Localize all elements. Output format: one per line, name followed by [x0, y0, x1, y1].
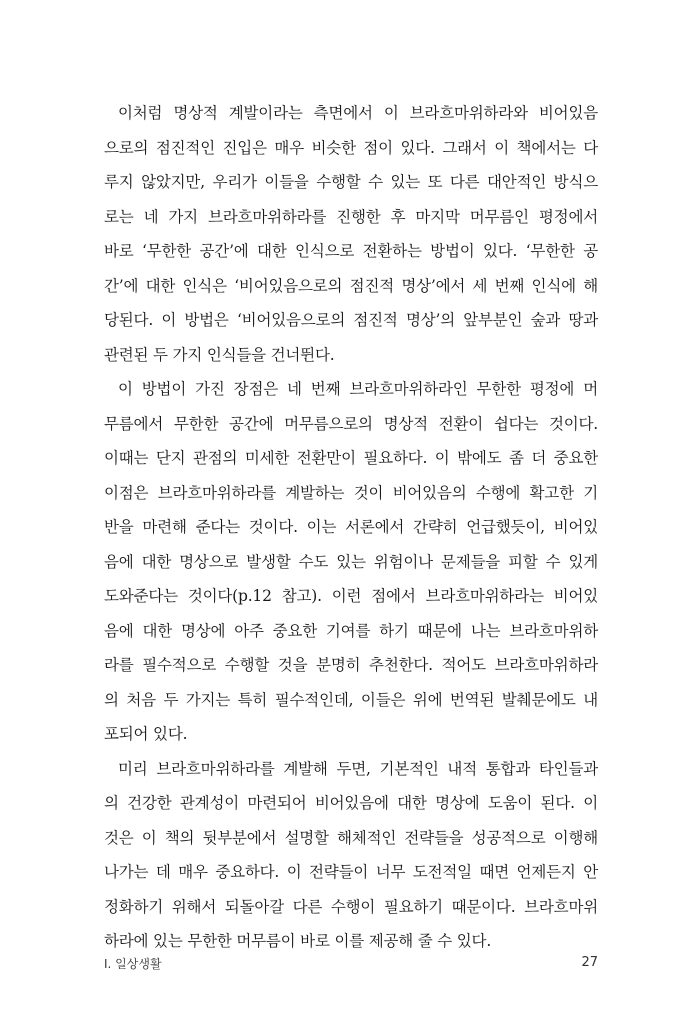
paragraph-line: 이때는 단지 관점의 미세한 전환만이 필요하다. 이 밖에도 좀 더 중요한	[104, 449, 598, 467]
paragraph-line: 무름에서 무한한 공간에 머무름으로의 명상적 전환이 쉽다는 것이다.	[104, 414, 598, 433]
paragraph-line: 음에 대한 명상으로 발생할 수도 있는 위험이나 문제들을 피할 수 있게	[104, 552, 598, 571]
paragraph-line: 미리 브라흐마위하라를 계발해 두면, 기본적인 내적 통합과 타인들과	[118, 759, 598, 778]
paragraph-line: 의 처음 두 가지는 특히 필수적인데, 이들은 위에 번역된 발췌문에도 내	[104, 690, 598, 709]
paragraph-line: 나가는 데 매우 중요하다. 이 전략들이 너무 도전적일 때면 언제든지 안	[104, 863, 598, 881]
page-number: 27	[581, 955, 598, 970]
paragraph-line: 도와준다는 것이다(p.12 참고). 이런 점에서 브라흐마위하라는 비어있	[104, 587, 598, 605]
paragraph-line: 이 방법이 가진 장점은 네 번째 브라흐마위하라인 무한한 평정에 머	[118, 380, 598, 398]
paragraph-line: 정화하기 위해서 되돌아갈 다른 수행이 필요하기 때문이다. 브라흐마위	[104, 897, 598, 916]
paragraph-line: 이처럼 명상적 계발이라는 측면에서 이 브라흐마위하라와 비어있음	[118, 104, 598, 122]
paragraph-line: 로는 네 가지 브라흐마위하라를 진행한 후 마지막 머무름인 평정에서	[104, 207, 598, 226]
paragraph-line: 하라에 있는 무한한 머무름이 바로 이를 제공해 줄 수 있다.	[104, 932, 492, 950]
paragraph-line: 반을 마련해 준다는 것이다. 이는 서론에서 간략히 언급했듯이, 비어있	[104, 518, 598, 536]
paragraph-line: 으로의 점진적인 진입은 매우 비슷한 점이 있다. 그래서 이 책에서는 다	[104, 138, 598, 157]
paragraph-line: 라를 필수적으로 수행할 것을 분명히 추천한다. 적어도 브라흐마위하라	[104, 656, 598, 674]
paragraph-line: 음에 대한 명상에 아주 중요한 기여를 하기 때문에 나는 브라흐마위하	[104, 621, 598, 640]
paragraph-line: 당된다. 이 방법은 ‘비어있음으로의 점진적 명상’의 앞부분인 숲과 땅과	[104, 311, 598, 329]
paragraph-line: 것은 이 책의 뒷부분에서 설명할 해체적인 전략들을 성공적으로 이행해	[104, 828, 598, 847]
body-text	[104, 96, 598, 959]
paragraph-line: 바로 ‘무한한 공간’에 대한 인식으로 전환하는 방법이 있다. ‘무한한 공	[104, 242, 598, 260]
paragraph-line: 이점은 브라흐마위하라를 계발하는 것이 비어있음의 수행에 확고한 기	[104, 483, 598, 502]
paragraph-line: 관련된 두 가지 인식들을 건너뛴다.	[104, 345, 335, 364]
footer-section-title: I. 일상생활	[104, 957, 162, 971]
paragraph-line: 루지 않았지만, 우리가 이들을 수행할 수 있는 또 다른 대안적인 방식으	[104, 173, 598, 191]
paragraph-line: 간’에 대한 인식은 ‘비어있음으로의 점진적 명상’에서 세 번째 인식에 해	[104, 276, 598, 295]
paragraph-line: 의 건강한 관계성이 마련되어 비어있음에 대한 명상에 도움이 된다. 이	[104, 794, 598, 812]
page-footer	[104, 955, 598, 975]
paragraph-line: 포되어 있다.	[104, 725, 188, 743]
